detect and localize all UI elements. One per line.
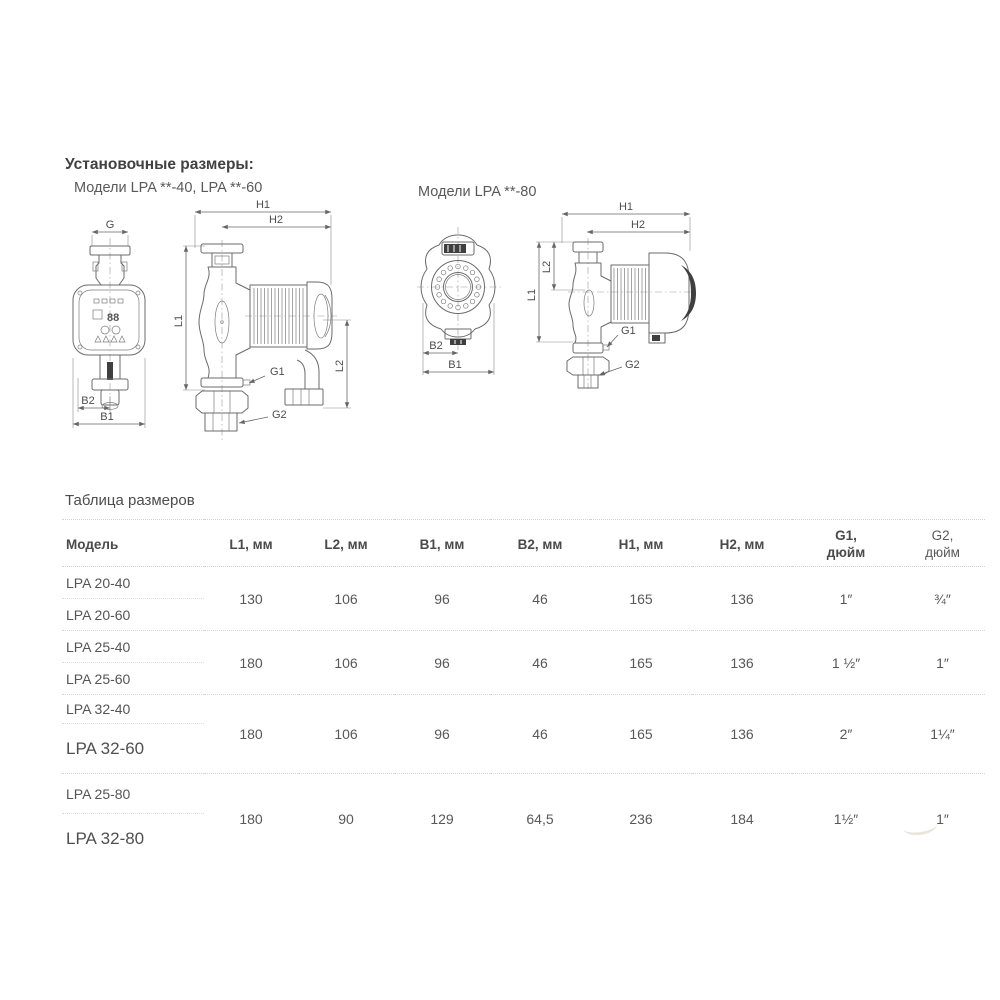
motor-ribs xyxy=(250,282,332,349)
dimension-H1 xyxy=(562,201,690,251)
group-lpa-80 xyxy=(62,774,985,864)
header-row xyxy=(62,520,985,567)
value-cell-h2: 136 xyxy=(730,590,754,607)
value-cell-h1: 165 xyxy=(629,590,653,607)
value-cell-l2: 90 xyxy=(338,810,354,827)
dim-label-h2: H2 xyxy=(268,214,284,226)
display-digits: 88 xyxy=(107,312,120,324)
dim-label-g: G xyxy=(105,219,115,231)
leader-G2 xyxy=(239,409,287,423)
value-cell-l2: 106 xyxy=(334,726,358,742)
col-header-model: Модель xyxy=(66,536,119,552)
model-cell: LPA 32-60 xyxy=(66,738,145,758)
value-cell-l1: 180 xyxy=(239,654,263,671)
value-cell-h2: 136 xyxy=(730,726,754,742)
value-cell-b1: 96 xyxy=(434,726,450,742)
dim-label-g1: G1 xyxy=(270,366,285,378)
bottom-fitting xyxy=(196,378,250,431)
col-header-h1: H1, мм xyxy=(618,536,664,552)
model-cell: LPA 32-80 xyxy=(66,828,145,848)
pump-profile xyxy=(569,242,611,343)
value-cell-g2: 1¼″ xyxy=(930,726,955,742)
value-cell-g2: ¾″ xyxy=(934,590,951,607)
dimension-H1 xyxy=(195,199,331,285)
value-cell-l1: 130 xyxy=(239,590,263,607)
value-cell-g2: 1″ xyxy=(936,654,949,671)
dim-label-g2: G2 xyxy=(625,359,640,371)
dimensions-table xyxy=(62,519,985,863)
dim-label-b1: B1 xyxy=(448,359,462,371)
model-cell: LPA 20-40 xyxy=(62,567,204,599)
group-lpa-25 xyxy=(62,631,985,695)
value-cell-l1: 180 xyxy=(239,810,263,827)
pump-body xyxy=(73,246,145,355)
value-cell-b2: 46 xyxy=(532,726,548,742)
dim-label-h2: H2 xyxy=(630,219,646,231)
model-cell: LPA 20-60 xyxy=(66,606,131,623)
value-cell-h1: 165 xyxy=(629,654,653,671)
leader-G2 xyxy=(599,359,640,375)
leader-G1 xyxy=(607,325,636,347)
value-cell-g1: 1½″ xyxy=(833,810,859,827)
value-cell-b1: 129 xyxy=(430,810,454,827)
value-cell-b1: 96 xyxy=(434,654,450,671)
model-cell: LPA 25-80 xyxy=(62,774,204,814)
value-cell-h1: 236 xyxy=(629,810,653,827)
group-lpa-20 xyxy=(62,567,985,631)
table-row xyxy=(62,631,985,663)
value-cell-b2: 46 xyxy=(532,590,548,607)
col-header-g1: G1, дюйм xyxy=(826,528,866,560)
models-80-caption: Модели LPA **-80 xyxy=(418,184,537,200)
value-cell-b1: 96 xyxy=(434,590,450,607)
value-cell-g1: 2″ xyxy=(839,726,853,742)
dim-label-l2: L2 xyxy=(541,260,553,274)
models-40-60-caption: Модели LPA **-40, LPA **-60 xyxy=(74,180,263,196)
dim-label-h1: H1 xyxy=(618,201,634,213)
value-cell-b2: 64,5 xyxy=(526,810,554,827)
dimension-B2 xyxy=(78,378,110,412)
value-cell-l2: 106 xyxy=(334,590,358,607)
value-cell-l2: 106 xyxy=(334,654,358,671)
value-cell-g2: 1″ xyxy=(936,810,949,827)
col-header-l2: L2, мм xyxy=(324,536,368,552)
table-row xyxy=(62,774,985,814)
dimension-L2 xyxy=(541,242,585,290)
dimension-H2 xyxy=(222,214,331,227)
value-cell-h2: 184 xyxy=(730,810,754,827)
pump-profile xyxy=(199,244,250,378)
dim-label-l2: L2 xyxy=(334,359,346,373)
col-header-b2: B2, мм xyxy=(517,536,563,552)
value-cell-g1: 1″ xyxy=(839,590,853,607)
dimension-H2 xyxy=(587,219,690,232)
dim-label-g2: G2 xyxy=(272,409,287,421)
model-cell: LPA 32-40 xyxy=(62,695,204,724)
control-panel xyxy=(93,299,125,342)
model-cell: LPA 25-60 xyxy=(66,670,131,687)
value-cell-h2: 136 xyxy=(730,654,754,671)
col-header-l1: L1, мм xyxy=(229,536,273,552)
dim-label-g1: G1 xyxy=(621,325,636,337)
dimension-L1 xyxy=(173,246,205,390)
dim-label-b2: B2 xyxy=(81,395,95,407)
leader-G1 xyxy=(249,366,285,383)
outlet-elbow xyxy=(285,350,323,405)
page-title: Установочные размеры: xyxy=(65,156,254,173)
model-cell: LPA 25-40 xyxy=(62,631,204,663)
value-cell-l1: 180 xyxy=(239,726,263,742)
group-lpa-32 xyxy=(62,695,985,774)
dim-label-l1: L1 xyxy=(173,314,185,328)
drawing-front-view-40-60 xyxy=(66,218,166,430)
table-row xyxy=(62,567,985,599)
col-header-g2: G2, дюйм xyxy=(925,528,960,560)
drawing-side-view-40-60 xyxy=(175,200,360,445)
dim-label-b2: B2 xyxy=(429,340,443,352)
value-cell-g1: 1 ½″ xyxy=(831,654,861,671)
value-cell-b2: 46 xyxy=(532,654,548,671)
col-header-h2: H2, мм xyxy=(719,536,765,552)
drawing-front-view-80 xyxy=(415,225,515,380)
value-cell-h1: 165 xyxy=(629,726,653,742)
dim-label-b1: B1 xyxy=(100,411,114,423)
dim-label-l1: L1 xyxy=(526,288,538,302)
table-title: Таблица размеров xyxy=(65,492,195,509)
dim-label-h1: H1 xyxy=(255,199,271,211)
drawing-side-view-80 xyxy=(526,201,713,393)
table-row xyxy=(62,695,985,724)
col-header-b1: B1, мм xyxy=(419,536,465,552)
